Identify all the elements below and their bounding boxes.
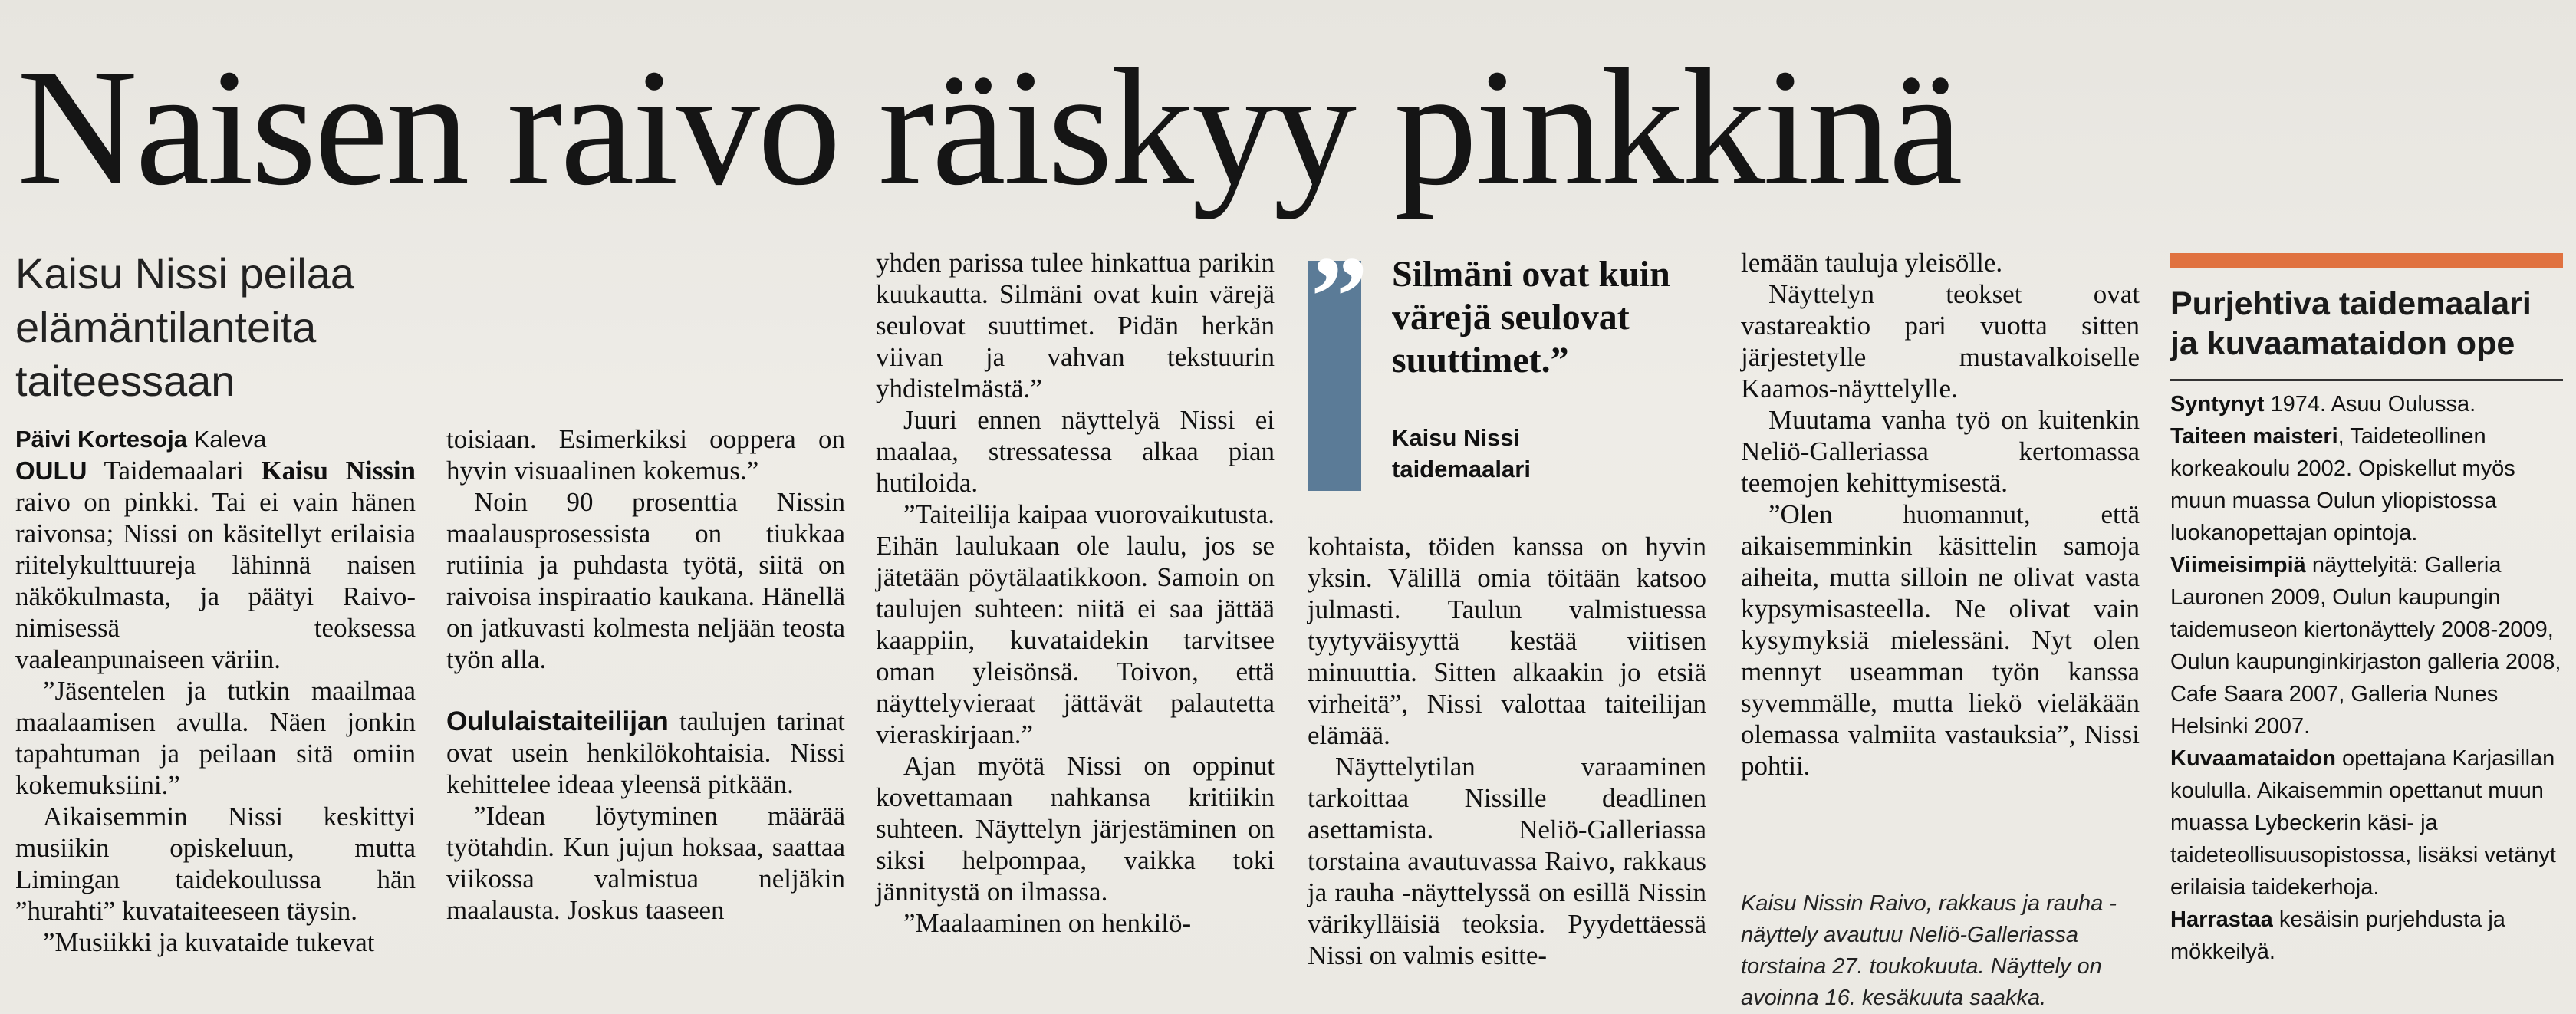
paragraph: Näyttelyn teokset ovat vastareaktio pari vuotta sitten järjestetylle mustavalkoiselle Kaamos-näyttelylle. bbox=[1741, 279, 2140, 403]
paragraph: Noin 90 prosenttia Nissin maalausprosessista on tiukkaa rutiinia ja puhdasta työtä, siitä on raivoisa inspiraatio kaukana. Hänellä on jatkuvasti kolmesta neljään teosta työn alla. bbox=[446, 487, 845, 674]
pull-quote bbox=[1308, 233, 1722, 499]
pull-quote-text: Silmäni ovat kuin värejä seulovat suuttimet.” bbox=[1392, 254, 1670, 380]
quote-mark-icon: ” bbox=[1311, 233, 1368, 360]
infobox-item bbox=[2170, 742, 2563, 904]
headline: Naisen raivo räiskyy pinkkinä bbox=[17, 35, 1961, 220]
infobox-accent-bar bbox=[2170, 253, 2563, 268]
paragraph: Juuri ennen näyttelyä Nissi ei maalaa, stressatessa alkaa pian hutiloida. bbox=[876, 405, 1275, 498]
infobox-divider bbox=[2170, 379, 2563, 381]
infobox-item-text: näyttelyitä: Galleria Lauronen 2009, Oulun kaupungin taidemuseon kiertonäyttely 2008-2009, Oulun kaupunginkirjaston galleria 2008, Cafe Saara 2007, Galleria Nunes Helsinki 2007. bbox=[2170, 553, 2561, 739]
infobox-item-label: Viimeisimpiä bbox=[2170, 553, 2306, 578]
paragraph: ”Musiikki ja kuvataide tukevat bbox=[43, 927, 375, 957]
paragraph: lemään tauluja yleisölle. bbox=[1741, 248, 2003, 278]
infobox-item bbox=[2170, 904, 2563, 968]
paragraph: ”Taiteilija kaipaa vuorovaikutusta. Eihän laulukaan ole laulu, jos se jätetään pöytälaatikkoon. Samoin on taulujen suhteen: niitä ei saa jättää kaappiin, kuvataidekin tarvitsee oman yleisönsä. Toivon, että näyttelyvieraat jättävät palautetta vieraskirjaan.” bbox=[876, 499, 1275, 749]
paragraph: Ajan myötä Nissi on oppinut kovettamaan nahkansa kritiikin suhteen. Näyttelyn järjestäminen on siksi helpompaa, vaikka toki jännitystä on ilmassa. bbox=[876, 751, 1275, 907]
subtitle: Kaisu Nissi peilaa elämäntilanteita taiteessaan bbox=[15, 249, 354, 405]
paragraph: ”Maalaaminen on henkilö- bbox=[903, 908, 1192, 938]
lede-name: Kaisu Nissin bbox=[261, 456, 416, 486]
paragraph-with-lead bbox=[446, 706, 845, 800]
column-5 bbox=[1741, 247, 2140, 782]
column-4 bbox=[1308, 531, 1706, 971]
byline-author: Päivi Kortesoja bbox=[15, 426, 187, 453]
infobox-item-label: Harrastaa bbox=[2170, 907, 2273, 932]
infobox-item-text: opettajana Karjasillan koululla. Aikaisemmin opettanut muun muassa Lybeckerin käsi- ja taideteollisuusopistossa, lisäksi vetänyt erilaisia taidekerhoja. bbox=[2170, 746, 2556, 900]
pull-quote-attribution bbox=[1392, 422, 1714, 485]
infobox-item-text: , Taideteollinen korkeakoulu 2002. Opiskellut myös muun muassa Oulun yliopistossa luokanopettajan opintoja. bbox=[2170, 424, 2515, 545]
paragraph: Muutama vanha työ on kuitenkin Neliö-Galleriassa kertomassa teemojen kehittymisestä. bbox=[1741, 405, 2140, 498]
paragraph: yhden parissa tulee hinkattua parikin kuukautta. Silmäni ovat kuin värejä seulovat suuttimet. Pidän herkän viivan ja vahvan tekstuurin yhdistelmästä.” bbox=[876, 248, 1275, 403]
paragraph-lead: Oululaistaiteilijan bbox=[446, 706, 669, 736]
paragraph: kohtaista, töiden kanssa on hyvin yksin. Välillä omia töitään katsoo julmasti. Taulun valmistuessa tyytyväisyyttä kestää viitisen minuuttia. Sitten alkaakin jo etsiä virheitä”, Nissi valottaa taiteilijan elämää. bbox=[1308, 532, 1706, 750]
pull-quote-name: Kaisu Nissi bbox=[1392, 424, 1521, 451]
infobox-item-label: Kuvaamataidon bbox=[2170, 746, 2336, 771]
lede-text: Taidemaalari bbox=[87, 456, 262, 486]
paragraph: ”Jäsentelen ja tutkin maailmaa maalaamisen avulla. Näen jonkin tapahtuman ja peilaan sitä omiin kokemuksiini.” bbox=[15, 676, 416, 800]
paragraph-rest: taulujen tarinat ovat usein henkilökohtaisia. Nissi kehittelee ideaa yleensä pitkään. bbox=[446, 706, 845, 799]
lede-place: OULU bbox=[15, 456, 87, 485]
paragraph: Näyttelytilan varaaminen tarkoittaa Nissille deadlinen asettamista. Neliö-Galleriassa torstaina avautuvassa Raivo, rakkaus ja rauha -näyttelyssä on esillä Nissin värikylläisiä teoksia. Pyydettäessä Nissi on valmis esitte- bbox=[1308, 752, 1706, 970]
column-2 bbox=[446, 423, 845, 926]
paragraph: ”Idean löytyminen määrää työtahdin. Kun jujun hoksaa, saattaa viikossa valmistua neljäkin maalausta. Joskus taaseen bbox=[446, 801, 845, 925]
infobox-item-label: Syntynyt bbox=[2170, 392, 2265, 416]
lede-paragraph bbox=[15, 455, 416, 675]
infobox-item bbox=[2170, 420, 2563, 549]
infobox-body bbox=[2170, 388, 2563, 968]
column-1 bbox=[15, 423, 416, 958]
infobox-item-text: kesäisin purjehdusta ja mökkeilyä. bbox=[2170, 907, 2505, 964]
infobox-title: Purjehtiva taidemaalari ja kuvaamataidon ope bbox=[2170, 285, 2532, 362]
quote-bar bbox=[1308, 233, 1368, 491]
paragraph: toisiaan. Esimerkiksi ooppera on hyvin visuaalinen kokemus.” bbox=[446, 424, 845, 486]
infobox-item bbox=[2170, 549, 2563, 742]
infobox-item-text: 1974. Asuu Oulussa. bbox=[2264, 392, 2476, 416]
byline bbox=[15, 423, 416, 455]
paragraph: ”Olen huomannut, että aikaisemminkin käsittelin samoja aiheita, mutta silloin ne olivat vasta kypsymisasteella. Ne olivat vain kysymyksiä mielessäni. Nyt olen mennyt useamman työn kanssa syvemmälle, mutta liekö vieläkään olemassa valmiita vastauksia”, Nissi pohtii. bbox=[1741, 499, 2140, 781]
lede-rest: raivo on pinkki. Tai ei vain hänen raivonsa; Nissi on käsitellyt erilaisia riitelykulttuureja lähinnä naisen näkökulmasta, ja päätyi Raivo-nimisessä teoksessa vaaleanpunaiseen väriin. bbox=[15, 487, 416, 674]
paragraph: Aikaisemmin Nissi keskittyi musiikin opiskeluun, mutta Limingan taidekoulussa hän ”hurahti” kuvataiteeseen täysin. bbox=[15, 802, 416, 926]
infobox-item-label: Taiteen maisteri bbox=[2170, 424, 2338, 449]
infobox-item bbox=[2170, 388, 2563, 420]
byline-paper: Kaleva bbox=[193, 426, 267, 453]
pull-quote-role: taidemaalari bbox=[1392, 456, 1531, 482]
column-3 bbox=[876, 247, 1275, 939]
photo-caption: Kaisu Nissin Raivo, rakkaus ja rauha -näyttely avautuu Neliö-Galleriassa torstaina 27. toukokuuta. Näyttely on avoinna 16. kesäkuuta saakka. bbox=[1741, 891, 2117, 1010]
